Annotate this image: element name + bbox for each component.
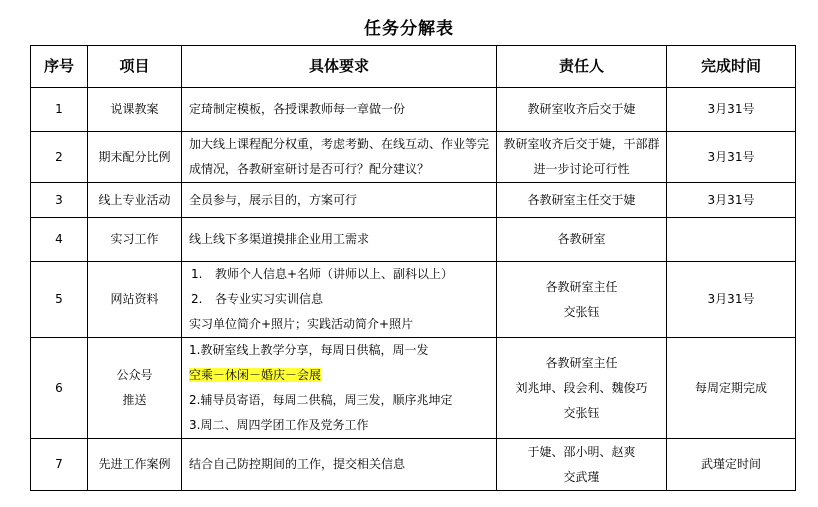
row-no: 5 xyxy=(31,262,88,338)
req-line: 加大线上课程配分权重，考虑考勤、在线互动、作业等完 xyxy=(189,137,490,151)
row-deadline: 3月31号 xyxy=(667,183,796,218)
row-owner xyxy=(497,183,667,218)
owner-line: 教研室收齐后交于婕，干部群 xyxy=(503,137,660,151)
owner-line: 交张钰 xyxy=(563,304,600,319)
owner-line: 交张钰 xyxy=(563,405,600,420)
row-requirements xyxy=(182,132,497,183)
row-no: 3 xyxy=(31,183,88,218)
owner-line: 各教研室 xyxy=(557,232,606,246)
task-table xyxy=(30,45,796,491)
table-row xyxy=(31,439,796,491)
header-no: 序号 xyxy=(31,46,88,88)
row-deadline: 3月31号 xyxy=(667,88,796,132)
row-owner xyxy=(497,338,667,439)
row-no: 2 xyxy=(31,132,88,183)
list-number: 1. xyxy=(191,267,203,281)
req-line: 3.周二、周四学团工作及党务工作 xyxy=(189,418,369,432)
row-requirements xyxy=(182,262,497,338)
table-row xyxy=(31,338,796,439)
header-deadline: 完成时间 xyxy=(667,46,796,88)
owner-line: 刘兆坤、段会利、魏俊巧 xyxy=(515,380,648,395)
list-text: 教师个人信息+名师（讲师以上、副科以上） xyxy=(215,267,454,281)
row-requirements xyxy=(182,88,497,132)
req-line-highlighted xyxy=(189,363,496,388)
owner-line: 教研室收齐后交于婕 xyxy=(527,102,636,116)
row-item: 先进工作案例 xyxy=(88,439,182,491)
req-line: 定琦制定模板，各授课教师每一章做一份 xyxy=(189,102,406,116)
row-item: 网站资料 xyxy=(88,262,182,338)
table-row xyxy=(31,183,796,218)
page-title: 任务分解表 xyxy=(364,19,454,39)
row-no: 4 xyxy=(31,218,88,262)
row-deadline: 武瑾定时间 xyxy=(667,439,796,491)
row-owner xyxy=(497,262,667,338)
row-item xyxy=(88,338,182,439)
list-number: 2. xyxy=(191,292,203,306)
req-line: 实习单位简介+照片；实践活动简介+照片 xyxy=(189,317,414,331)
row-deadline: 3月31号 xyxy=(667,132,796,183)
row-owner xyxy=(497,439,667,491)
owner-line: 各教研室主任交于婕 xyxy=(527,192,636,207)
owner-line: 交武瑾 xyxy=(563,469,600,484)
row-no: 6 xyxy=(31,338,88,439)
highlighted-text: 空乘－休闲－婚庆－会展 xyxy=(189,368,322,382)
row-no: 1 xyxy=(31,88,88,132)
req-line: 结合自己防控期间的工作，提交相关信息 xyxy=(189,457,406,471)
row-item: 实习工作 xyxy=(88,218,182,262)
row-deadline: 3月31号 xyxy=(667,262,796,338)
owner-line: 于婕、邵小明、赵爽 xyxy=(527,444,636,459)
row-requirements xyxy=(182,183,497,218)
req-line: 2.辅导员寄语，每周二供稿，周三发，顺序兆坤定 xyxy=(189,393,453,407)
req-line: 线上线下多渠道摸排企业用工需求 xyxy=(189,232,370,246)
owner-line: 进一步讨论可行性 xyxy=(533,162,630,176)
header-item: 项目 xyxy=(88,46,182,88)
req-line: 全员参与，展示目的，方案可行 xyxy=(189,192,358,207)
row-requirements xyxy=(182,218,497,262)
header-requirements: 具体要求 xyxy=(182,46,497,88)
table-row xyxy=(31,132,796,183)
header-row xyxy=(31,46,796,88)
table-row xyxy=(31,88,796,132)
header-owner: 责任人 xyxy=(497,46,667,88)
row-item: 线上专业活动 xyxy=(88,183,182,218)
row-no: 7 xyxy=(31,439,88,491)
table-row xyxy=(31,218,796,262)
row-item: 期末配分比例 xyxy=(88,132,182,183)
item-line: 公众号 xyxy=(116,368,153,382)
row-item: 说课教案 xyxy=(88,88,182,132)
req-list-item xyxy=(189,262,496,287)
row-deadline: 每周定期完成 xyxy=(667,338,796,439)
owner-line: 各教研室主任 xyxy=(545,355,618,370)
req-line: 成情况，各教研室研讨是否可行？配分建议？ xyxy=(189,162,430,176)
row-requirements xyxy=(182,338,497,439)
table-row xyxy=(31,262,796,338)
item-line: 推送 xyxy=(122,393,147,407)
list-text: 各专业实习实训信息 xyxy=(215,292,324,306)
req-line: 1.教研室线上教学分享，每周日供稿，周一发 xyxy=(189,343,429,357)
row-owner xyxy=(497,88,667,132)
row-owner xyxy=(497,132,667,183)
owner-line: 各教研室主任 xyxy=(545,279,618,294)
row-owner xyxy=(497,218,667,262)
req-list-item xyxy=(189,287,496,312)
row-requirements xyxy=(182,439,497,491)
row-deadline xyxy=(667,218,796,262)
